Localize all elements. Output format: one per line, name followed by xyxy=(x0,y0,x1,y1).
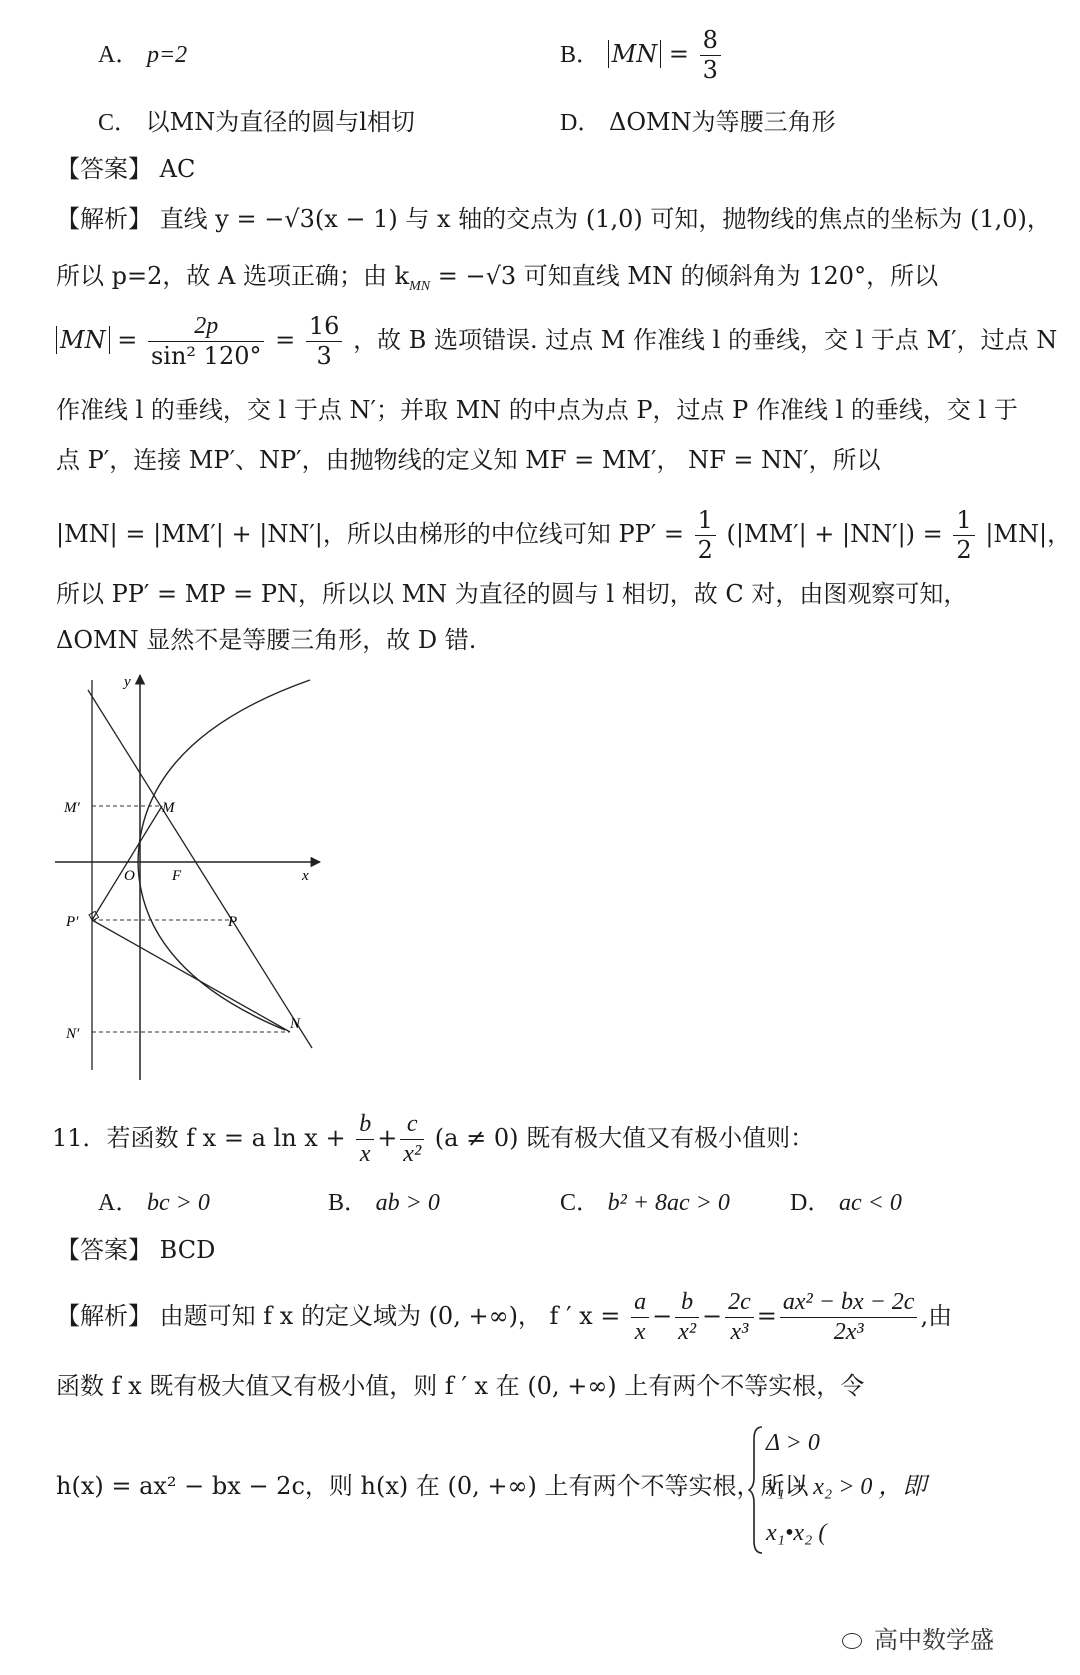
fraction-b-x2 xyxy=(675,1288,699,1347)
fraction-c-x2 xyxy=(400,1110,424,1169)
analysis-text: (|MM′| + |NN′|) = xyxy=(726,519,951,548)
option-text: ΔOMN为等腰三角形 xyxy=(608,108,836,136)
option-label: B． xyxy=(560,41,601,68)
analysis-text: 由题可知 f x 的定义域为 (0, +∞)， f ′ x = xyxy=(159,1301,629,1330)
option-text: 以MN为直径的圆与l相切 xyxy=(145,108,415,136)
analysis-tag: 【解析】 xyxy=(56,1301,152,1330)
denominator: 3 xyxy=(316,341,332,370)
analysis-text: 函数 f x 既有极大值又有极小值，则 f ′ x 在 (0, +∞) 上有两个不等实根，令 xyxy=(56,1372,865,1400)
analysis-tag: 【解析】 xyxy=(56,205,152,233)
q10-analysis-line-5 xyxy=(56,446,881,475)
option-label: D． xyxy=(790,1190,832,1216)
label-x: x xyxy=(302,868,309,884)
numerator: 2p xyxy=(148,312,265,342)
numerator: 2c xyxy=(725,1288,754,1318)
label-f: F xyxy=(172,868,182,884)
subscript-mn: MN xyxy=(409,278,431,294)
fraction-16-3 xyxy=(306,312,343,371)
parabola-figure xyxy=(40,670,340,1090)
denominator: x² xyxy=(678,1318,697,1345)
numerator: b xyxy=(675,1288,699,1318)
option-label: C． xyxy=(98,110,139,136)
analysis-text: 直线 y = −√3(x − 1) 与 x 轴的交点为 (1,0) 可知，抛物线的焦点的坐标为 (1,0)， xyxy=(159,205,1051,233)
left-brace xyxy=(748,1425,764,1555)
abs-mn: MN xyxy=(608,40,662,68)
condition-delta: Δ > 0 xyxy=(766,1430,820,1456)
q11-option-c xyxy=(560,1188,730,1218)
stem-text: (a ≠ 0) 既有极大值又有极小值则： xyxy=(434,1123,815,1152)
denominator: 3 xyxy=(702,55,718,84)
denominator: x² xyxy=(403,1140,422,1167)
analysis-text: h(x) = ax² − bx − 2c，则 h(x) 在 (0, +∞) 上有两个不等实根，所以 xyxy=(56,1472,809,1500)
parabola-curve xyxy=(138,680,310,1030)
fraction-2p xyxy=(148,312,265,371)
fraction-half xyxy=(695,506,716,565)
segment-p1n xyxy=(92,920,290,1032)
denominator: x xyxy=(634,1318,646,1345)
q10-option-a xyxy=(98,40,187,70)
numerator: 1 xyxy=(695,506,716,536)
analysis-text: = −√3 可知直线 MN 的倾斜角为 120°，所以 xyxy=(430,262,939,290)
q10-analysis-line-6 xyxy=(56,506,1071,565)
answer-value: BCD xyxy=(159,1236,216,1264)
analysis-text: |MN|， xyxy=(985,519,1072,548)
label-p1: P′ xyxy=(66,914,79,930)
denominator: 2x³ xyxy=(833,1318,864,1345)
fraction-2c-x3 xyxy=(725,1288,754,1347)
option-label: A． xyxy=(98,42,140,68)
numerator: c xyxy=(400,1110,424,1140)
watermark xyxy=(836,1618,1000,1657)
numerator: 16 xyxy=(306,312,343,342)
analysis-text: 点 P′，连接 MP′、NP′，由抛物线的定义知 MF = MM′， NF = NN′，所以 xyxy=(56,446,881,474)
q11-option-a xyxy=(98,1188,210,1218)
condition-system xyxy=(748,1425,988,1555)
denominator: 2 xyxy=(697,535,713,564)
numerator: ax² − bx − 2c xyxy=(780,1288,918,1318)
label-p: P xyxy=(228,914,238,930)
analysis-text: ，故 B 选项错误. 过点 M 作准线 l 的垂线，交 l 于点 M′，过点 N xyxy=(353,325,1058,354)
label-y: y xyxy=(124,674,131,690)
fraction-b-x xyxy=(356,1110,374,1169)
fraction-a-x xyxy=(631,1288,649,1347)
numerator: 1 xyxy=(953,506,974,536)
option-text: ab > 0 xyxy=(375,1190,440,1216)
q10-analysis-line-8 xyxy=(56,626,476,655)
condition-product: x₁•x₂ ( xyxy=(766,1520,827,1546)
answer-tag: 【答案】 xyxy=(56,155,152,183)
fraction xyxy=(700,26,721,85)
q11-stem: 11．若函数 f x = a ln x + $\frac{b}{x}$ + $\frac{c}{\text{x²}}$ (a ≠ 0) 既有极大值又有极小值则： xyxy=(52,1111,815,1167)
denominator: x³ xyxy=(730,1318,749,1345)
answer-value: AC xyxy=(159,155,196,183)
analysis-text: ΔOMN 显然不是等腰三角形，故 D 错. xyxy=(56,626,477,654)
stem-text: 11．若函数 f x = a ln x + xyxy=(52,1123,354,1152)
q10-analysis-line-3: MN = $\frac{2p}{\text{sin² 120°}}$ = $\frac{16}{3}$ ，故 B 选项错误. 过点 M 作准线 l 的垂线，交 l 于点 M′，过点 N xyxy=(56,312,1057,371)
q11-analysis-line-1: 【解析】 由题可知 f x 的定义域为 (0, +∞)， f ′ x = $\frac{a}{x}$ − $\frac{b}{\text{x²}}$ − $\frac{2c}{\text{x³}}$ = $\frac{\text{ax² − bx − 2c}}{\text{2x³}}$ ,由 xyxy=(56,1289,953,1345)
q10-analysis-line-2 xyxy=(56,262,938,296)
numerator: a xyxy=(631,1288,649,1318)
q11-option-b xyxy=(328,1188,440,1218)
q10-option-c xyxy=(98,108,415,138)
numerator: 8 xyxy=(700,26,721,56)
q10-option-b: B． MN = $\frac{8}{3}$ xyxy=(560,26,724,85)
label-m: M xyxy=(162,800,175,816)
q11-analysis-line-3 xyxy=(56,1472,808,1501)
q10-answer xyxy=(56,155,195,184)
denominator: x xyxy=(359,1140,371,1167)
analysis-text: 所以 PP′ = MP = PN，所以以 MN 为直径的圆与 l 相切，故 C 对，由图观察可知， xyxy=(56,580,968,608)
option-text: p=2 xyxy=(146,42,188,68)
option-label: A． xyxy=(98,1190,140,1216)
line-mn xyxy=(88,690,312,1048)
label-o: O xyxy=(124,868,135,884)
segment-p1m xyxy=(92,806,162,920)
option-text: b² + 8ac > 0 xyxy=(607,1190,730,1216)
analysis-text: |MN| = |MM′| + |NN′|，所以由梯形的中位线可知 PP′ = xyxy=(56,519,692,548)
wechat-icon xyxy=(842,1633,862,1649)
label-m1: M′ xyxy=(64,800,80,816)
q11-option-d xyxy=(790,1188,902,1218)
analysis-text: ,由 xyxy=(920,1301,953,1330)
denominator: 2 xyxy=(956,535,972,564)
condition-sum: x₁ + x₂ > 0 ，即 xyxy=(766,1474,927,1500)
option-text: ac < 0 xyxy=(838,1190,902,1216)
q11-answer xyxy=(56,1236,215,1265)
answer-tag: 【答案】 xyxy=(56,1236,152,1264)
q10-analysis-line-7 xyxy=(56,580,967,609)
label-n: N xyxy=(290,1016,301,1032)
fraction-half-2 xyxy=(953,506,974,565)
numerator: b xyxy=(356,1110,374,1140)
q10-analysis-line-1 xyxy=(56,205,1051,234)
q10-option-d xyxy=(560,108,836,138)
option-label: B． xyxy=(328,1190,369,1216)
analysis-text: 所以 p=2，故 A 选项正确；由 k xyxy=(56,262,410,290)
analysis-text: 作准线 l 的垂线，交 l 于点 N′；并取 MN 的中点为点 P，过点 P 作准线 l 的垂线，交 l 于 xyxy=(56,396,1018,424)
option-label: D． xyxy=(560,110,602,136)
fraction-quadratic xyxy=(780,1288,918,1347)
q11-analysis-line-2 xyxy=(56,1372,864,1401)
option-text: bc > 0 xyxy=(146,1190,210,1216)
option-label: C． xyxy=(560,1190,601,1216)
watermark-text: 高中数学盛 xyxy=(874,1626,994,1654)
q10-analysis-line-4 xyxy=(56,396,1018,425)
abs-mn: MN xyxy=(56,326,110,354)
label-n1: N′ xyxy=(66,1026,80,1042)
denominator: sin² 120° xyxy=(150,341,262,370)
